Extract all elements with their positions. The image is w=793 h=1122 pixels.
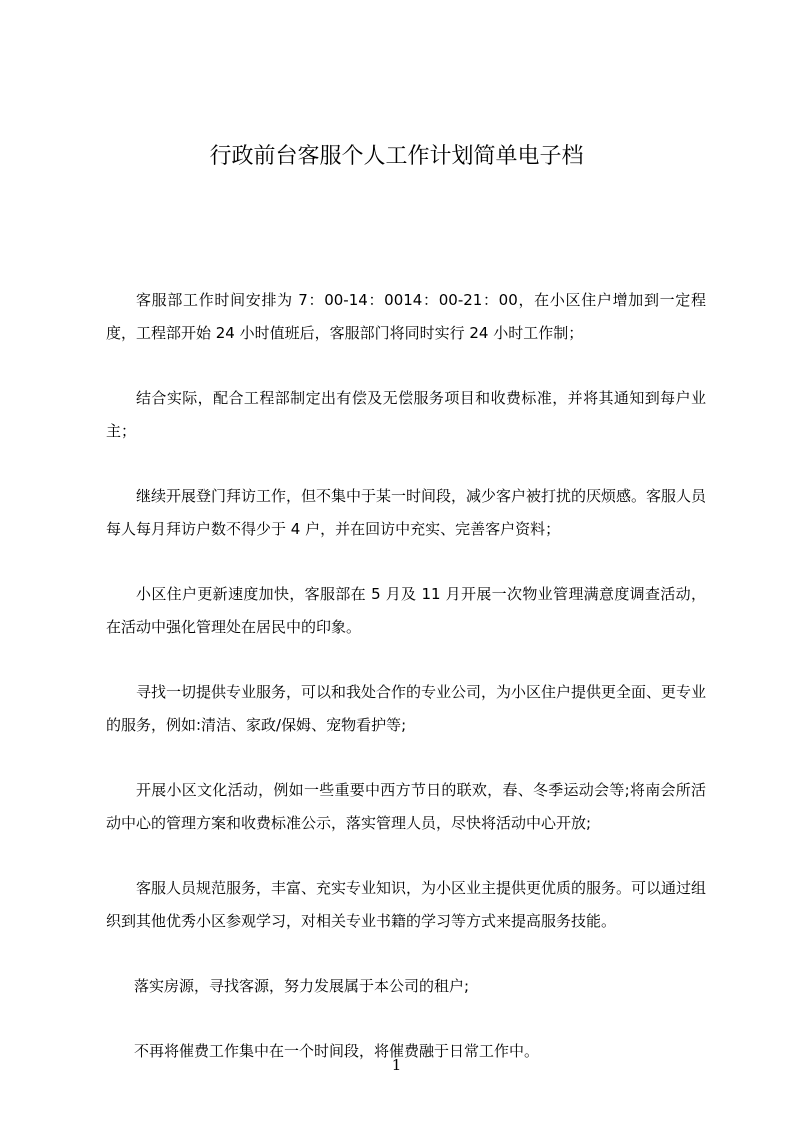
page-number: 1 — [391, 1056, 402, 1074]
paragraph-service-standards: 客服人员规范服务，丰富、充实专业知识，为小区业主提供更优质的服务。可以通过组织到其他优秀小区参观学习，对相关专业书籍的学习等方式来提高服务技能。 — [106, 879, 707, 930]
paragraph-professional-services: 寻找一切提供专业服务，可以和我处合作的专业公司，为小区住户提供更全面、更专业的服务，例如:清洁、家政/保姆、宠物看护等; — [106, 683, 707, 734]
paragraph-service-fees: 结合实际，配合工程部制定出有偿及无偿服务项目和收费标准，并将其通知到每户业主； — [106, 389, 706, 440]
paragraph-home-visits: 继续开展登门拜访工作，但不集中于某一时间段，减少客户被打扰的厌烦感。客服人员每人每月拜访户数不得少于 4 户，并在回访中充实、完善客户资料； — [106, 487, 707, 538]
paragraph-fee-collection: 不再将催费工作集中在一个时间段，将催费融于日常工作中。 — [134, 1042, 540, 1060]
paragraph-satisfaction-survey: 小区住户更新速度加快，客服部在 5 月及 11 月开展一次物业管理满意度调查活动，在活动中强化管理处在居民中的印象。 — [106, 585, 706, 636]
paragraph-work-hours: 客服部工作时间安排为 7：00-14：0014：00-21：00，在小区住户增加到一定程度，工程部开始 24 小时值班后，客服部门将同时实行 24 小时工作制； — [106, 291, 706, 342]
document-title: 行政前台客服个人工作计划简单电子档 — [209, 144, 584, 169]
document-body — [106, 284, 706, 1100]
paragraph-cultural-activities: 开展小区文化活动，例如一些重要中西方节日的联欢，春、冬季运动会等;将南会所活动中心的管理方案和收费标准公示，落实管理人员，尽快将活动中心开放; — [106, 781, 706, 832]
paragraph-tenants: 落实房源，寻找客源，努力发展属于本公司的租户; — [134, 977, 470, 995]
